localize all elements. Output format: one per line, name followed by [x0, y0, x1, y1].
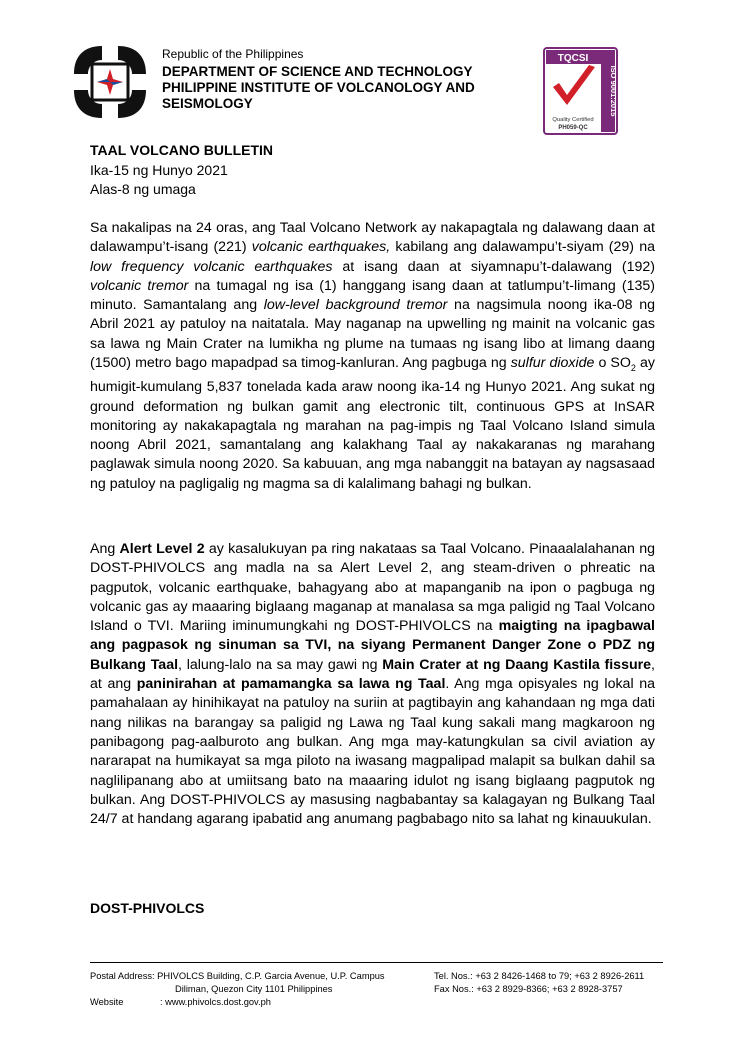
badge-code: PH059-QC	[558, 125, 588, 131]
dept-line-3: SEISMOLOGY	[162, 96, 253, 111]
footer-website-link[interactable]: : www.phivolcs.dost.gov.ph	[160, 997, 271, 1007]
badge-iso: ISO 9001:2015	[609, 65, 618, 117]
badge-brand: TQCSI	[557, 53, 589, 64]
footer-telephone: Tel. Nos.: +63 2 8426-1468 to 79; +63 2 8926-2611	[434, 971, 645, 981]
dept-line-1: DEPARTMENT OF SCIENCE AND TECHNOLOGY	[162, 64, 473, 79]
badge-certified: Quality Certified	[552, 117, 594, 123]
republic-label: Republic of the Philippines	[162, 47, 304, 61]
footer-postal-line-2: Diliman, Quezon City 1101 Philippines	[175, 984, 333, 994]
paragraph-seismic-activity: Sa nakalipas na 24 oras, ang Taal Volcano Network ay nakapagtala ng dalawang daan at dalawampu’t-isang (221) volcanic earthquakes, kabilang ang dalawampu’t-siyam (29) na low frequency volcanic earthquakes at isang daan at siyamnapu’t-dalawang (192) volcanic tremor na tumagal ng isa (1) hanggang isang daan at tatlumpu’t-limang (135) minuto. Samantalang ang low-level background tremor na nagsimula noong ika-08 ng Abril 2021 ay patuloy na naitatala. May naganap na upwelling ng mainit na volcanic gas sa lawa ng Main Crater na lumikha ng plume na tumaas ng isang libo at limang daang (1500) metro bago mapadpad sa timog-kanluran. Ang pagbuga ng sulfur dioxide o $SO_2$ ay humigit-kumulang 5,837 tonelada kada araw noong ika-14 ng Hunyo 2021. Ang sukat ng ground deformation ng bulkan gamit ang electronic tilt, continuous GPS at InSAR monitoring ay nakakapagtala ng marahan na pag-impis ng Taal Volcano Island simula noong Abril 2021, samantalang ang kalakhang Taal ay nakakaranas ng marahang paglawak simula noong 2020. Sa kabuuan, ang mga nabanggit na batayan ay nagsasaad ng patuloy na pagligalig ng magma sa di kalalimang bahagi ng bulkan.	[90, 220, 655, 492]
logo-top-left-shape	[74, 46, 102, 74]
dept-line-2: PHILIPPINE INSTITUTE OF VOLCANOLOGY AND	[162, 80, 475, 95]
iso-certification-badge	[543, 47, 618, 135]
logo-top-right-shape	[118, 46, 146, 74]
logo-bottom-right-shape	[118, 90, 146, 118]
paragraph-alert-level: Ang Alert Level 2 ay kasalukuyan pa ring nakataas sa Taal Volcano. Pinaaalalahanan ng DOST-PHIVOLCS ang madla na sa Alert Level 2, ang steam-driven o phreatic na pagputok, volcanic earthquake, bahagyang abo at mapanganib na ipon o pagbuga ng volcanic gas ay maaaring biglaang maganap at manalasa sa mga paligid ng Taal Volcano Island o TVI. Mariing iminumungkahi ng DOST-PHIVOLCS na maigting na ipagbawal ang pagpasok ng sinuman sa TVI, na siyang Permanent Danger Zone o PDZ ng Bulkang Taal, lalung-lalo na sa may gawi ng Main Crater at ng Daang Kastila fissure, at ang paninirahan at pamamangka sa lawa ng Taal. Ang mga opisyales ng lokal na pamahalaan ay hinihikayat na patuloy na suriin at pagtibayin ang kahandaan ng mga dati nang nilikas na barangay sa paligid ng Lawa ng Taal kung sakali mang magkaroon ng panibagong pag-aalburoto ang bulkan. Ang mga may-katungkulan sa civil aviation ay nararapat na humikayat sa mga piloto na iwasang magpalipad malapit sa bulkan dahil sa naglilipanang abo at umiitsang bato na maaaring idulot ng isang biglaang pagputok ng bulkan. Ang DOST-PHIVOLCS ay masusing nagbabantay sa kalagayan ng Bulkang Taal 24/7 at handang agarang ipabatid ang anumang pagbabago nito sa lahat ng kinauukulan.	[90, 541, 656, 828]
footer-divider	[90, 962, 663, 963]
signature: DOST-PHIVOLCS	[90, 900, 205, 916]
footer-postal-address: Postal Address: PHIVOLCS Building, C.P. Garcia Avenue, U.P. Campus	[90, 971, 385, 981]
footer-website-label: Website	[90, 997, 124, 1007]
logo-bottom-left-shape	[74, 90, 102, 118]
bulletin-time: Alas-8 ng umaga	[90, 181, 196, 197]
footer-fax: Fax Nos.: +63 2 8929-8366; +63 2 8928-3757	[434, 984, 623, 994]
agency-name	[162, 64, 532, 112]
dost-phivolcs-logo	[70, 42, 150, 122]
bulletin-date: Ika-15 ng Hunyo 2021	[90, 162, 228, 178]
bulletin-title: TAAL VOLCANO BULLETIN	[90, 142, 274, 158]
